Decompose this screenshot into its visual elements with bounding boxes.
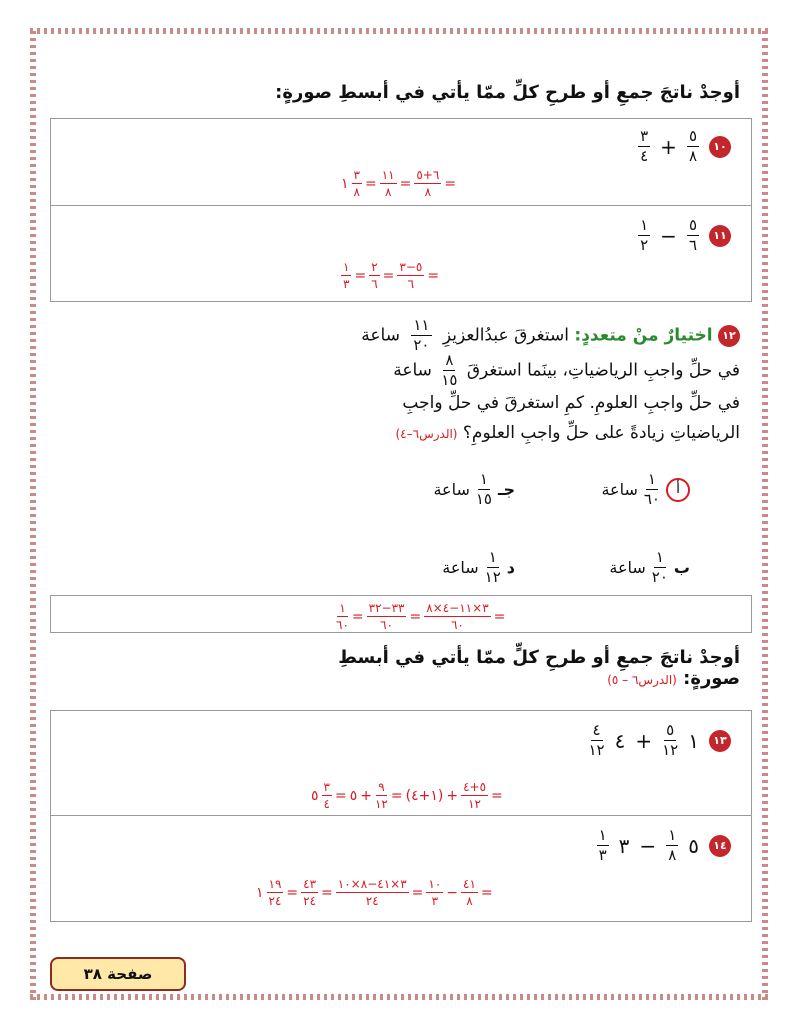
- q13-badge: ١٣: [709, 730, 731, 752]
- section-heading-1: أوجدْ ناتجَ جمعِ أو طرحِ كلِّ ممّا يأتي في أبسطِ صورةٍ:: [275, 82, 740, 103]
- q11-row: [51, 205, 751, 301]
- choice-b[interactable]: ب $\frac{١}{٢٠}$ ساعة: [609, 548, 690, 586]
- q12-label: اختيارٌ منْ متعددٍ:: [574, 325, 713, 346]
- q10-expression: ١٠ $\frac{٥}{٨}$ + $\frac{٣}{٤}$: [638, 129, 731, 164]
- choice-c[interactable]: جـ $\frac{١}{١٥}$ ساعة: [433, 470, 515, 508]
- q11-expression: ١١ $\frac{٥}{٦}$ − $\frac{١}{٢}$: [638, 218, 731, 253]
- q11-badge: ١١: [709, 225, 731, 247]
- q14-expression: ١٤ ٥ $\frac{١}{٨}$ − ٣ $\frac{١}{٣}$: [597, 828, 731, 863]
- q11-answer: $\frac{١}{٣}$ = $\frac{٢}{٦}$ = $\frac{٥-٣}{٦}$ =: [343, 260, 440, 291]
- q12-problem: ١٢ اختيارٌ منْ متعددٍ: استغرقَ عبدُالعزيزِ $\frac{١١}{٢٠}$ ساعة في حلِّ واجبِ الرياضياتِ، بينَما استغرقَ $\frac{٨}{١٥}$ ساعة في حلِّ واجبِ العلومِ. كمِ استغرقَ في حلِّ واجبِ الرياضياتِ زيادةً على حلِّ واجبِ العلومِ؟ (الدرس٦–٤): [361, 316, 740, 443]
- q14-row: [51, 815, 751, 921]
- q12-badge: ١٢: [718, 325, 740, 347]
- q12-answer: $\frac{١}{٦٠}$ = $\frac{٣٣-٣٢}{٦٠}$ = $\frac{٣\times ١١-٤\times ٨}{٦٠}$ =: [336, 601, 506, 632]
- section-heading-2: أوجدْ ناتجَ جمعِ أو طرحِ كلٍّ ممّا يأتي في أبسطِ صورةٍ: (الدرس٦ – ٥): [338, 647, 740, 689]
- exercise-box-13-14: [50, 710, 752, 922]
- choice-d[interactable]: د $\frac{١}{١٢}$ ساعة: [442, 548, 515, 586]
- q14-answer: ١ $\frac{١٩}{٢٤}$ = $\frac{٤٣}{٢٤}$ = $\frac{٣\times ٤١-٨\times ١٠}{٢٤}$ = $\frac{١٠}{٣}$ − $\frac{٤١}{٨}$ =: [256, 877, 493, 908]
- exercise-box-10-11: [50, 118, 752, 302]
- q13-answer: ٥ $\frac{٣}{٤}$ = ٥ + $\frac{٩}{١٢}$ = (١+٤) + $\frac{٥+٤}{١٢}$ =: [311, 780, 503, 811]
- choice-a[interactable]: أ $\frac{١}{٦٠}$ ساعة: [601, 472, 690, 507]
- q10-badge: ١٠: [709, 136, 731, 158]
- q14-badge: ١٤: [709, 835, 731, 857]
- q10-answer: ١ $\frac{٣}{٨}$ = $\frac{١١}{٨}$ = $\frac{٦+٥}{٨}$ =: [341, 168, 457, 199]
- page-number-button[interactable]: صفحة ٣٨: [50, 957, 186, 991]
- q12-answer-box: [50, 595, 752, 633]
- q13-expression: ١٣ ١ $\frac{٥}{١٢}$ + ٤ $\frac{٤}{١٢}$: [588, 723, 731, 758]
